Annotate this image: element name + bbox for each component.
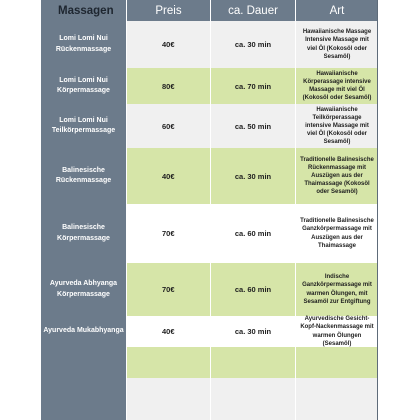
row-7-duration: ca. 30 min — [211, 316, 295, 347]
row-4-name: Balinesische Rückenmassage — [55, 166, 112, 184]
row-1-name: Lomi Lomi Nui Rückenmassage — [55, 35, 112, 53]
row-3-name: Lomi Lomi Nui Teilkörpermassage — [51, 116, 116, 134]
row-2-name: Lomi Lomi Nui Körpermassage — [57, 76, 110, 94]
row-3-price: 60€ — [127, 104, 210, 148]
row-6-duration: ca. 60 min — [211, 263, 295, 316]
header-massagen: Massagen — [41, 0, 126, 21]
row-4-duration: ca. 30 min — [211, 148, 295, 204]
row-7-description: Ayurvedische Gesicht-Kopf-Nackenmassage mit warmen Ölungen (Sesamöl) — [296, 316, 378, 347]
table-footer-filler — [127, 378, 378, 420]
header-art: Art — [296, 0, 378, 21]
row-7-price: 40€ — [127, 316, 210, 347]
column-divider — [126, 0, 127, 420]
row-2-description: Hawaiianische Körperassage intensive Massage mit viel Öl (Kokosöl oder Sesamöl) — [296, 68, 378, 104]
row-8-name — [41, 347, 126, 378]
price-table — [41, 0, 378, 420]
row-2-price: 80€ — [127, 68, 210, 104]
row-5-duration: ca. 60 min — [211, 204, 295, 263]
row-6-description: Indische Ganzkörpermassage mit warmen Ölungen, mit Sesamöl zur Entgiftung — [296, 263, 378, 316]
row-5-price: 70€ — [127, 204, 210, 263]
row-4-description: Traditionelle Balinesische Rückenmassage mit Auszügen aus der Thaimassage (Kokosöl oder Sesamöl) — [296, 148, 378, 204]
header-preis: Preis — [127, 0, 210, 21]
column-divider — [210, 0, 211, 420]
row-1-price: 40€ — [127, 21, 210, 68]
row-5-name: Balinesische Körpermassage — [57, 224, 110, 242]
row-6-name: Ayurveda Abhyanga Körpermassage — [49, 280, 118, 298]
row-1-duration: ca. 30 min — [211, 21, 295, 68]
column-divider — [295, 0, 296, 420]
row-8-price — [127, 347, 210, 378]
row-8-duration — [211, 347, 295, 378]
row-4-price: 40€ — [127, 148, 210, 204]
row-3-description: Hawaiianische Teilkörperassage intensive Massage mit viel Öl (Kokosöl oder Sesamöl) — [296, 104, 378, 148]
row-3-duration: ca. 50 min — [211, 104, 295, 148]
row-2-duration: ca. 70 min — [211, 68, 295, 104]
header-dauer: ca. Dauer — [211, 0, 295, 21]
row-8-description — [296, 347, 378, 378]
row-5-description: Traditionelle Balinesische Ganzkörpermassage mit Auszügen aus der Thaimassage — [296, 204, 378, 263]
row-6-price: 70€ — [127, 263, 210, 316]
row-7-name: Ayurveda Mukabhyanga — [43, 327, 124, 335]
table-right-border — [377, 0, 378, 420]
row-1-description: Hawaiianische Massage Intensive Massage mit viel Öl (Kokosöl oder Sesamöl) — [296, 21, 378, 68]
